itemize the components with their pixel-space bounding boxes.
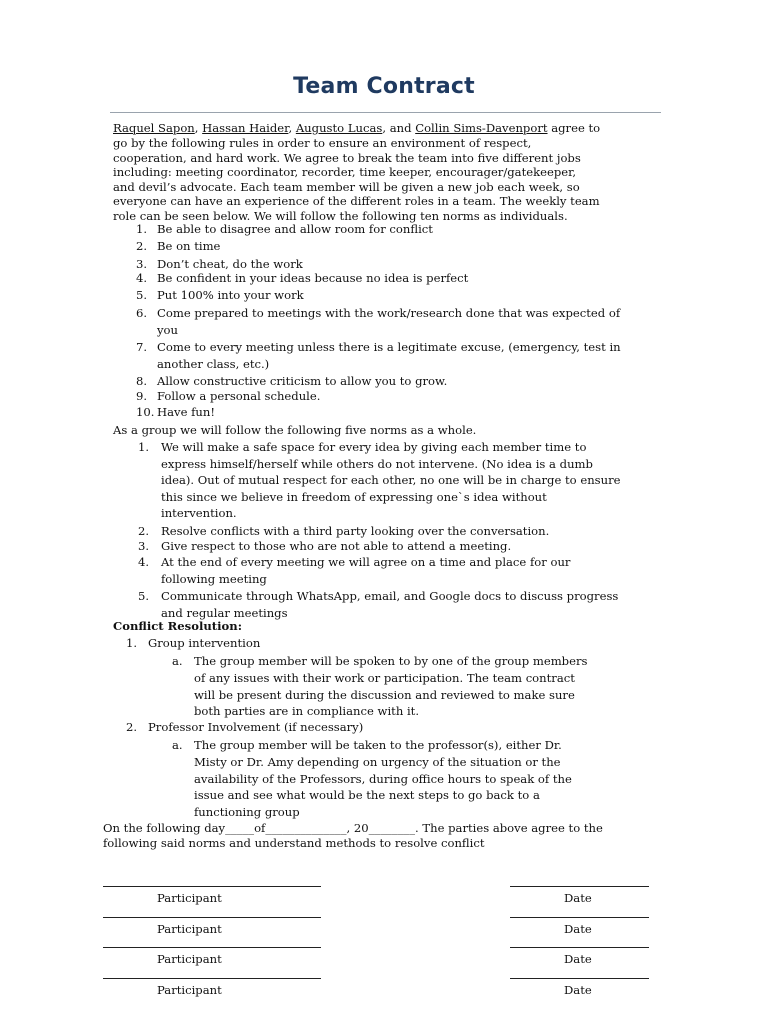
date-signature-line (510, 886, 649, 887)
intro-sep-1: , (194, 121, 199, 135)
individual-norm-text: Be confident in your ideas because no idea is perfect (157, 271, 469, 285)
intro-sep-2: , (288, 121, 293, 135)
conflict-subitem-text: of any issues with their work or participation. The team contract (194, 670, 575, 685)
conflict-subitem-text: availability of the Professors, during office hours to speak of the (194, 771, 572, 786)
title-divider (110, 112, 661, 113)
group-norm-number: 5. (138, 589, 150, 603)
closing-line: following said norms and understand methods to resolve conflict (103, 836, 485, 850)
group-norms-intro: As a group we will follow the following five norms as a whole. (113, 423, 477, 437)
conflict-subitem-text: both parties are in compliance with it. (194, 704, 420, 719)
group-norm-text: following meeting (161, 571, 267, 586)
individual-norm-number: 9. (136, 389, 148, 403)
group-norm-number: 1. (138, 440, 150, 454)
individual-norm-text: another class, etc.) (157, 356, 270, 371)
individual-norm-number: 6. (136, 306, 148, 320)
individual-norm-text: Come to every meeting unless there is a legitimate excuse, (emergency, test in (157, 340, 621, 354)
group-norm-text: Give respect to those who are not able to attend a meeting. (161, 539, 512, 553)
group-norm-text: intervention. (161, 506, 237, 520)
intro-line-6: everyone can have an experience of the different roles in a team. The weekly team (113, 194, 600, 208)
group-norm-text: Resolve conflicts with a third party looking over the conversation. (161, 524, 550, 538)
individual-norm-number: 7. (136, 340, 148, 354)
member-name-1: Raquel Sapon (113, 121, 195, 135)
group-norm-number: 4. (138, 555, 150, 569)
date-label: Date (564, 921, 592, 936)
member-name-3: Augusto Lucas (295, 121, 383, 135)
conflict-subitem-text: functioning group (194, 805, 300, 820)
intro-line-1 (113, 121, 600, 136)
closing-line: On the following day_____of______________, 20________. The parties above agree to the (103, 821, 603, 835)
group-norm-number: 2. (138, 524, 150, 538)
intro-sep-3: , and (382, 121, 412, 135)
individual-norm-text: Follow a personal schedule. (157, 389, 321, 403)
individual-norm-text: you (157, 322, 178, 337)
individual-norm-text: Have fun! (157, 405, 216, 419)
conflict-subitem-text: Misty or Dr. Amy depending on urgency of the situation or the (194, 754, 561, 769)
individual-norm-text: Put 100% into your work (157, 288, 304, 302)
date-label: Date (564, 952, 592, 966)
conflict-subitem-text: will be present during the discussion and reviewed to make sure (194, 687, 575, 702)
member-name-4: Collin Sims-Davenport (415, 121, 548, 135)
conflict-item-label: Professor Involvement (if necessary) (148, 720, 364, 734)
individual-norm-text: Don’t cheat, do the work (157, 257, 303, 271)
group-norm-text: Communicate through WhatsApp, email, and Google docs to discuss progress (161, 589, 619, 603)
participant-signature-line (103, 947, 321, 948)
document-title: Team Contract (293, 74, 475, 99)
participant-signature-line (103, 917, 321, 918)
participant-label: Participant (157, 921, 222, 936)
conflict-subitem-text: issue and see what would be the next steps to go back to a (194, 788, 540, 803)
conflict-subitem-text: The group member will be taken to the professor(s), either Dr. (194, 738, 562, 752)
participant-signature-line (103, 978, 321, 979)
intro-line-3: cooperation, and hard work. We agree to break the team into five different jobs (113, 150, 581, 165)
date-signature-line (510, 978, 649, 979)
individual-norm-text: Come prepared to meetings with the work/research done that was expected of (157, 306, 621, 320)
intro-line-1-tail: agree to (547, 121, 601, 135)
date-label: Date (564, 982, 592, 997)
conflict-heading: Conflict Resolution: (113, 619, 242, 633)
intro-line-5: and devil’s advocate. Each team member will be given a new job each week, so (113, 179, 580, 194)
individual-norm-number: 1. (136, 222, 148, 236)
individual-norm-number: 8. (136, 374, 148, 388)
participant-label: Participant (157, 891, 222, 905)
date-signature-line (510, 917, 649, 918)
conflict-subitem-letter: a. (172, 654, 183, 668)
intro-line-7: role can be seen below. We will follow the following ten norms as individuals. (113, 208, 568, 223)
group-norm-text: At the end of every meeting we will agree on a time and place for our (161, 555, 571, 569)
individual-norm-number: 5. (136, 288, 148, 302)
date-label: Date (564, 891, 592, 905)
group-norm-text: and regular meetings (161, 605, 288, 620)
intro-line-4: including: meeting coordinator, recorder, time keeper, encourager/gatekeeper, (113, 165, 577, 179)
individual-norm-number: 10. (136, 405, 155, 419)
participant-label: Participant (157, 982, 222, 997)
participant-signature-line (103, 886, 321, 887)
conflict-subitem-letter: a. (172, 738, 183, 752)
group-norm-text: We will make a safe space for every idea by giving each member time to (161, 440, 587, 454)
intro-line-2: go by the following rules in order to ensure an environment of respect, (113, 136, 532, 150)
conflict-item-label: Group intervention (148, 636, 261, 650)
individual-norm-text: Be on time (157, 239, 221, 253)
member-name-2: Hassan Haider (202, 121, 289, 135)
individual-norm-text: Allow constructive criticism to allow you to grow. (157, 374, 448, 388)
group-norm-text: idea). Out of mutual respect for each other, no one will be in charge to ensure (161, 473, 621, 487)
participant-label: Participant (157, 952, 222, 966)
conflict-item-number: 2. (126, 720, 138, 734)
group-norm-text: express himself/herself while others do not intervene. (No idea is a dumb (161, 456, 593, 471)
conflict-item-number: 1. (126, 636, 138, 650)
group-norm-number: 3. (138, 539, 150, 553)
date-signature-line (510, 947, 649, 948)
conflict-subitem-text: The group member will be spoken to by one of the group members (194, 654, 588, 668)
group-norm-text: this since we believe in freedom of expressing one`s idea without (161, 489, 547, 504)
individual-norm-number: 4. (136, 271, 148, 285)
individual-norm-text: Be able to disagree and allow room for conflict (157, 222, 433, 236)
individual-norm-number: 2. (136, 239, 148, 253)
individual-norm-number: 3. (136, 257, 148, 271)
